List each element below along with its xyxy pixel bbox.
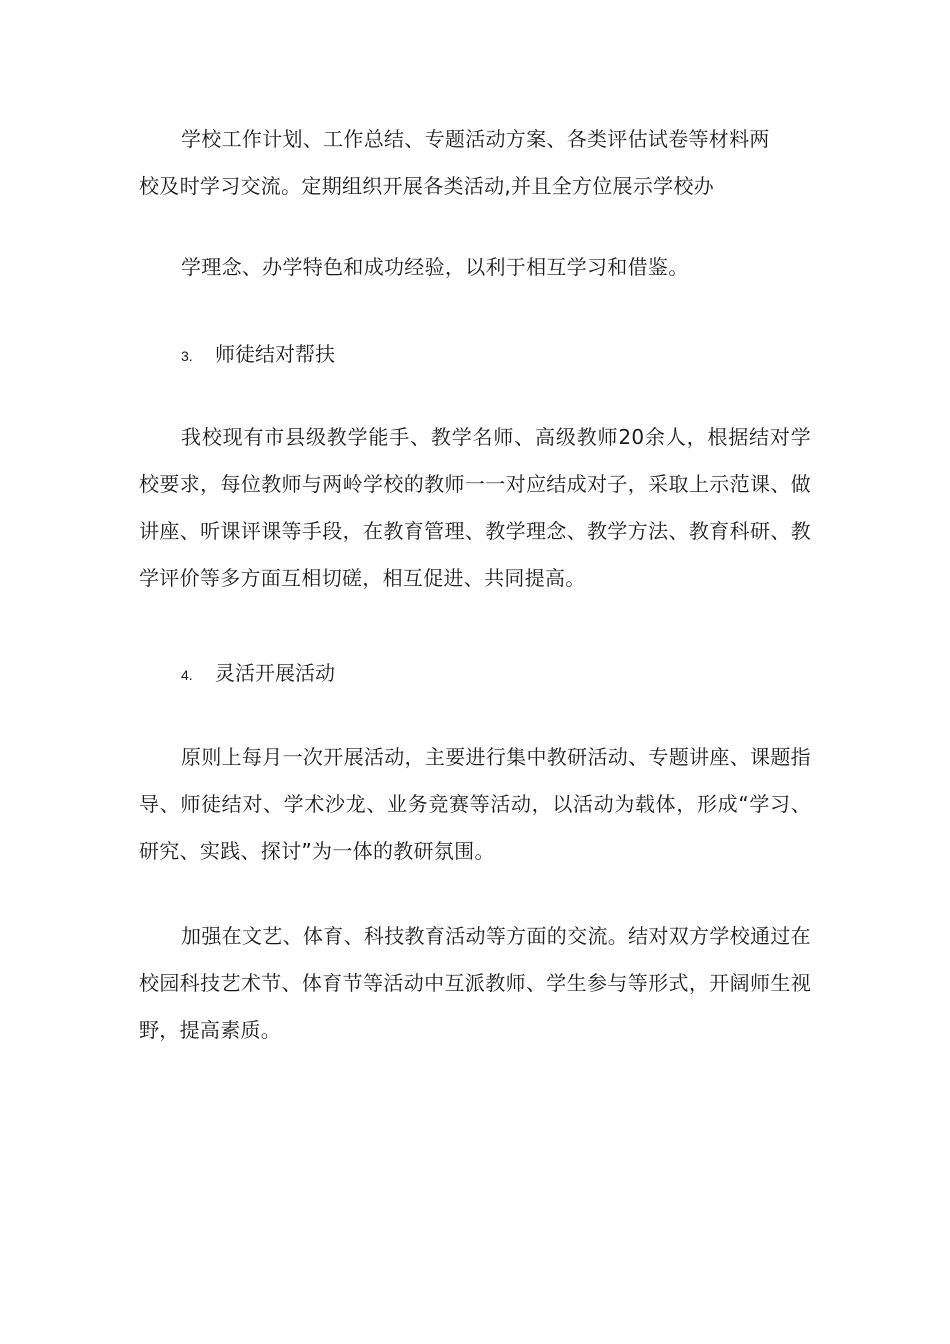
section-title: 师徒结对帮扶	[215, 342, 335, 366]
paragraph-mentoring: 我校现有市县级教学能手、教学名师、高级教师20余人，根据结对学校要求，每位教师与两岭学校的教师一一对应结成对子，采取上示范课、做讲座、听课评课等手段，在教育管理、教学理念、教学方法、教育科研、教学评价等多方面互相切磋，相互促进、共同提高。	[139, 425, 811, 590]
section-heading-4	[181, 658, 335, 690]
paragraph-line: 学校工作计划、工作总结、专题活动方案、各类评估试卷等材料两	[181, 127, 770, 151]
section-title: 灵活开展活动	[215, 661, 335, 685]
paragraph-materials-exchange	[139, 116, 811, 210]
paragraph-line: 校及时学习交流。定期组织开展各类活动,并且全方位展示学校办	[139, 174, 715, 198]
paragraph-school-philosophy: 学理念、办学特色和成功经验，以利于相互学习和借鉴。	[181, 255, 689, 279]
paragraph-arts-sports-exchange: 加强在文艺、体育、科技教育活动等方面的交流。结对双方学校通过在校园科技艺术节、体育节等活动中互派教师、学生参与等形式，开阔师生视野，提高素质。	[139, 924, 811, 1042]
section-number: 4.	[181, 667, 193, 683]
section-heading-3	[181, 339, 335, 371]
paragraph-monthly-activities: 原则上每月一次开展活动，主要进行集中教研活动、专题讲座、课题指导、师徒结对、学术沙龙、业务竞赛等活动，以活动为载体，形成“学习、研究、实践、探讨”为一体的教研氛围。	[139, 745, 811, 863]
section-number: 3.	[181, 348, 193, 364]
